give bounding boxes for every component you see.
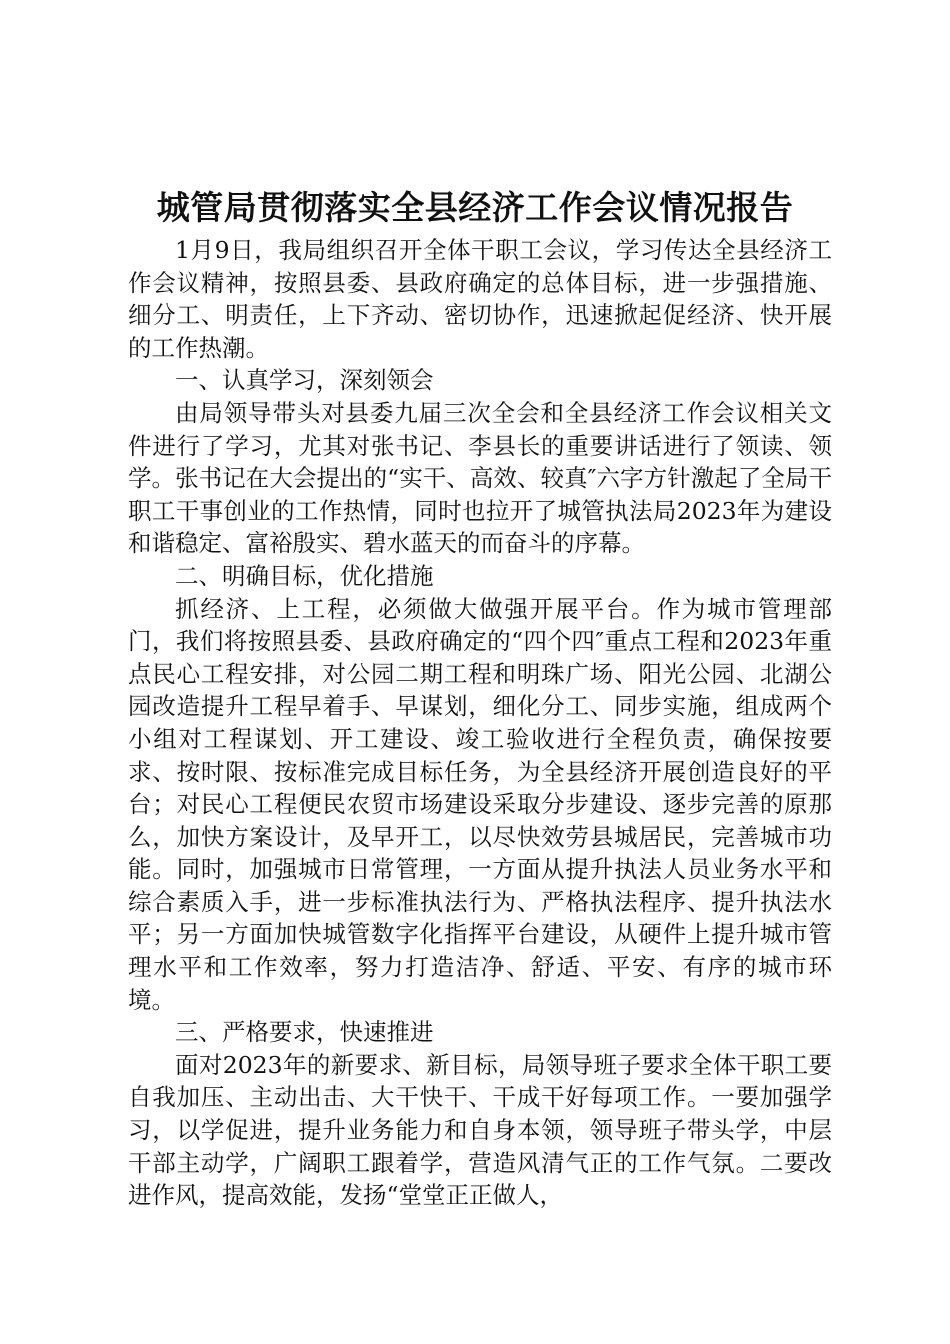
document-title: 城管局贯彻落实全县经济工作会议情况报告 xyxy=(156,188,794,227)
paragraph-section-1: 由局领导带头对县委九届三次全会和全县经济工作会议相关文件进行了学习，尤其对张书记、李县长的重要讲话进行了领读、领学。张书记在大会提出的“实干、高效、较真″六字方针激起了全局干职工干事创业的工作热情，同时也拉开了城管执法局2023年为建设和谐稳定、富裕殷实、碧水蓝天的而奋斗的序幕。 xyxy=(128,398,832,558)
paragraph-section-2: 抓经济、上工程，必须做大做强开展平台。作为城市管理部门，我们将按照县委、县政府确定的“四个四″重点工程和2023年重点民心工程安排，对公园二期工程和明珠广场、阳光公园、北湖公园改造提升工程早着手、早谋划，细化分工、同步实施，组成两个小组对工程谋划、开工建设、竣工验收进行全程负责，确保按要求、按时限、按标准完成目标任务，为全县经济开展创造良好的平台；对民心工程便民农贸市场建设采取分步建设、逐步完善的原那么，加快方案设计，及早开工，以尽快效劳县城居民，完善城市功能。同时，加强城市日常管理，一方面从提升执法人员业务水平和综合素质入手，进一步标准执法行为、严格执法程序、提升执法水平；另一方面加快城管数字化指挥平台建设，从硬件上提升城市管理水平和工作效率，努力打造洁净、舒适、平安、有序的城市环境。 xyxy=(128,594,832,1014)
paragraph-section-3: 面对2023年的新要求、新目标，局领导班子要求全体干职工要自我加压、主动出击、大干快干、干成干好每项工作。一要加强学习，以学促进，提升业务能力和自身本领，领导班子带头学，中层干部主动学，广阔职工跟着学，营造风清气正的工作气氛。二要改进作风，提高效能，发扬“堂堂正正做人， xyxy=(128,1050,832,1210)
paragraph-intro: 1月9日，我局组织召开全体干职工会议，学习传达全县经济工作会议精神，按照县委、县政府确定的总体目标，进一步强措施、细分工、明责任，上下齐动、密切协作，迅速掀起促经济、快开展的工作热潮。 xyxy=(128,236,832,362)
document-body xyxy=(128,234,832,1212)
section-heading-2: 二、明确目标，优化措施 xyxy=(175,561,434,590)
section-heading-3: 三、严格要求，快速推进 xyxy=(175,1018,434,1047)
section-heading-1: 一、认真学习，深刻领会 xyxy=(175,366,434,395)
